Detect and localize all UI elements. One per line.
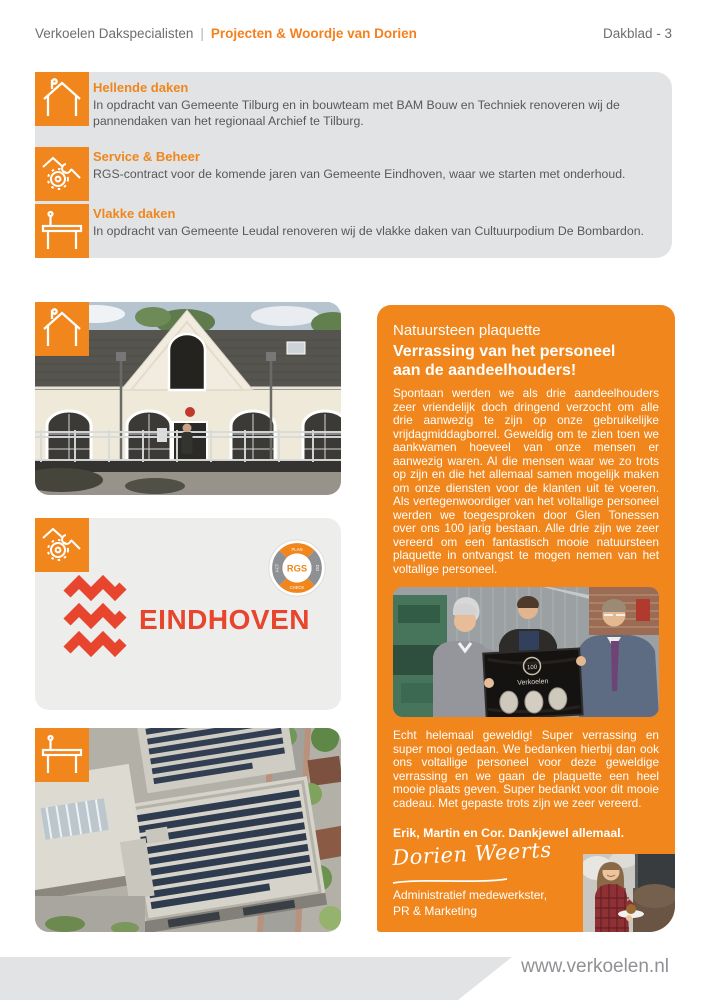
flat-roof-icon <box>35 204 89 258</box>
signature-dorien-weerts: Dorien Weerts <box>391 837 553 870</box>
eindhoven-logo <box>63 574 127 658</box>
info-body: RGS-contract voor de komende jaren van Gemeente Eindhoven, waar we starten met onderhoud. <box>93 167 626 181</box>
brand-name: Verkoelen Dakspecialisten <box>35 26 194 41</box>
plaque-100-label: 100 <box>526 664 538 672</box>
rgs-badge-check-label: CHECK <box>289 585 305 591</box>
woordje-van-dorien-article <box>377 305 675 932</box>
service-beheer-icon <box>35 518 89 572</box>
article-kicker: Natuursteen plaquette <box>393 322 541 339</box>
page-number-label: Dakblad - 3 <box>602 26 672 41</box>
info-item-vlakke-daken <box>93 206 652 240</box>
service-beheer-icon <box>35 147 89 201</box>
author-role-line1: Administratief medewerkster, <box>393 888 548 902</box>
projects-info-panel <box>35 72 672 258</box>
info-title: Service & Beheer <box>93 149 200 164</box>
header-separator: | <box>200 26 204 41</box>
rgs-badge-act-label: ACT <box>274 563 280 573</box>
info-body: In opdracht van Gemeente Tilburg en in bouwteam met BAM Bouw en Techniek renoveren wij de pannendaken van het regionaal Archief te Tilburg. <box>93 98 620 128</box>
author-role <box>393 887 547 919</box>
article-title-line1: Verrassing van het personeel <box>393 343 616 360</box>
article-paragraph-2: Echt helemaal geweldig! Super verrassing en super mooi gedaan. We bedanken hierbij dan ook ons voltallige personeel voor deze geweldige verrassing en we gaan de plaquette een heel mooie plaats geven. Super bedankt voor dit mooie cadeau. Met gepaste trots zijn we zeer vereerd. <box>393 729 659 810</box>
author-role-line2: PR & Marketing <box>393 904 478 918</box>
rgs-certification-badge <box>267 538 327 598</box>
pitched-roof-house-icon <box>35 72 89 126</box>
rgs-badge-do-label: DO <box>314 564 320 572</box>
info-item-service-beheer <box>93 149 652 183</box>
eindhoven-wordmark: EINDHOVEN <box>139 604 310 635</box>
article-paragraph-1: Spontaan werden we als drie aandeelhouders zeer vriendelijk doch dringend verzocht om alle drie aanwezig te zijn op onze gebruikelijke vrijdagmiddagborrel. Geweldig om te zien toen we aankwamen hoeveel van onze mensen er aanwezig waren. Al die mensen waar we zo trots op zijn en die het allemaal samen mogelijk maken om onze diensten voor de klanten uit te voeren. Als vertegenwoordiger van het voltallige personeel werden we toegesproken door Glen Tonessen over ons 100 jarig bestaan. Alle drie zijn we zeer vereerd om een fantastisch mooie natuursteen plaquette in ontvangst te mogen nemen van het voltallige personeel. <box>393 387 659 576</box>
website-url: www.verkoelen.nl <box>521 956 669 977</box>
article-title <box>393 342 663 380</box>
info-title: Vlakke daken <box>93 206 176 221</box>
page-header <box>35 26 672 44</box>
rgs-badge-center-label: RGS <box>286 563 308 574</box>
rgs-badge-plan-label: PLAN <box>291 547 303 553</box>
signature-underline <box>391 877 509 885</box>
plaque-verkoelen-label: Verkoelen <box>517 678 549 687</box>
info-body: In opdracht van Gemeente Leudal renoveren wij de vlakke daken van Cultuurpodium De Bombardon. <box>93 224 644 238</box>
plaquette-presentation-photo <box>393 587 659 717</box>
flat-roof-icon <box>35 728 89 782</box>
pitched-roof-house-icon <box>35 302 89 356</box>
article-title-line2: aan de aandeelhouders! <box>393 362 577 379</box>
article-thanks-line: Erik, Martin en Cor. Dankjewel allemaal. <box>393 826 624 840</box>
footer-accent-shape <box>0 957 512 1000</box>
info-title: Hellende daken <box>93 80 189 95</box>
dorien-portrait-photo <box>583 854 675 932</box>
info-item-hellende-daken <box>93 80 652 129</box>
section-title: Projecten & Woordje van Dorien <box>210 26 417 41</box>
